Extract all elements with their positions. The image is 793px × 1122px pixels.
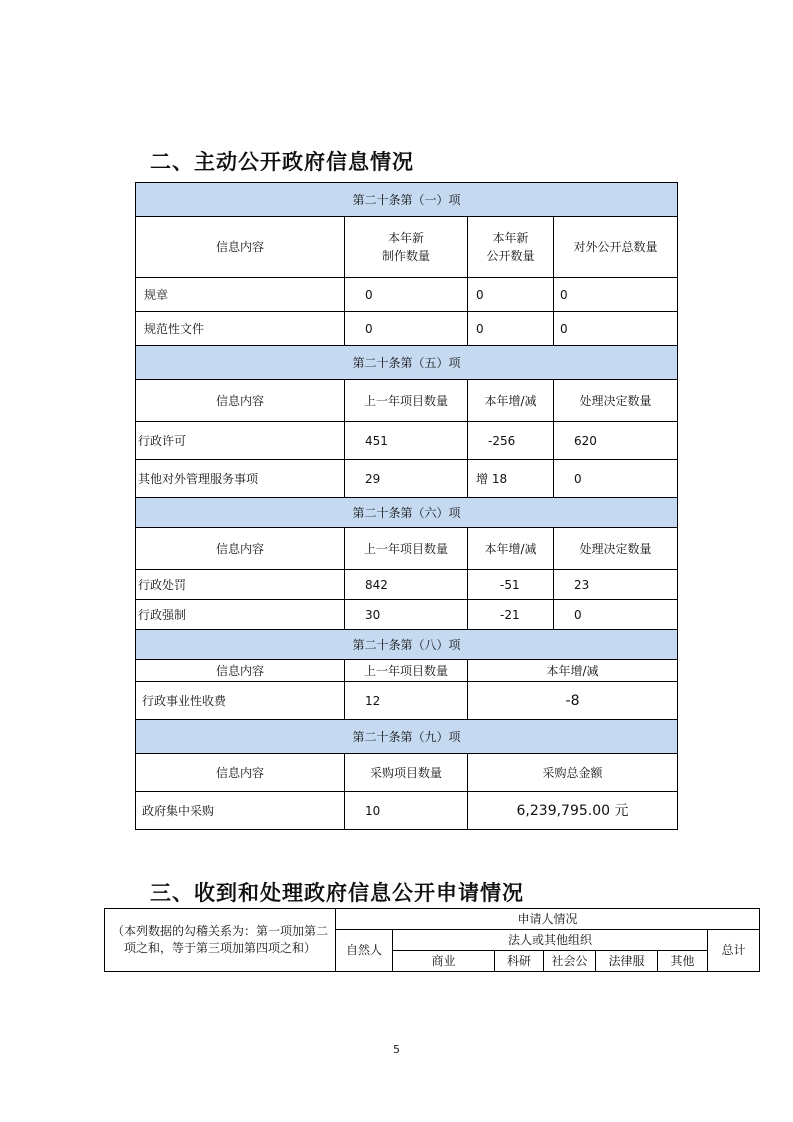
row-name: 行政事业性收费 <box>136 682 345 720</box>
cell-value: -256 <box>468 422 554 460</box>
cell-value: 10 <box>345 792 468 830</box>
col-info-content: 信息内容 <box>136 217 345 278</box>
col-decision-count: 处理决定数量 <box>554 528 678 570</box>
cell-value: 0 <box>468 278 554 312</box>
table-row <box>136 278 678 312</box>
col-info-content: 信息内容 <box>136 380 345 422</box>
cell-value: 0 <box>345 312 468 346</box>
table-row <box>136 600 678 630</box>
article-9-header: 第二十条第（九）项 <box>136 720 678 754</box>
sub-col-commercial: 商业 <box>393 951 495 972</box>
col-prev-year-count: 上一年项目数量 <box>345 660 468 682</box>
table-row <box>136 792 678 830</box>
cell-value: 0 <box>468 312 554 346</box>
row-name: 政府集中采购 <box>136 792 345 830</box>
col-change: 本年增/减 <box>468 380 554 422</box>
cell-value: 30 <box>345 600 468 630</box>
table-row <box>136 570 678 600</box>
row-name: 行政许可 <box>136 422 345 460</box>
col-new-published: 本年新 公开数量 <box>468 217 554 278</box>
col-change: 本年增/减 <box>468 528 554 570</box>
proactive-disclosure-table <box>135 182 678 830</box>
cell-value: -8 <box>468 682 678 720</box>
legal-entity-header: 法人或其他组织 <box>393 930 708 951</box>
cell-value: 12 <box>345 682 468 720</box>
cell-value: -21 <box>468 600 554 630</box>
cell-value: 451 <box>345 422 468 460</box>
col-info-content: 信息内容 <box>136 660 345 682</box>
row-name: 规范性文件 <box>136 312 345 346</box>
cell-value: 0 <box>554 312 678 346</box>
article-6-header: 第二十条第（六）项 <box>136 498 678 528</box>
natural-person-header: 自然人 <box>336 930 393 972</box>
cell-value: -51 <box>468 570 554 600</box>
applicant-header: 申请人情况 <box>336 909 760 930</box>
total-header: 总计 <box>708 930 760 972</box>
sub-col-other: 其他 <box>658 951 708 972</box>
article-1-header: 第二十条第（一）项 <box>136 183 678 217</box>
cell-value: 620 <box>554 422 678 460</box>
col-new-made: 本年新 制作数量 <box>345 217 468 278</box>
cell-value: 0 <box>554 600 678 630</box>
col-info-content: 信息内容 <box>136 754 345 792</box>
row-name: 规章 <box>136 278 345 312</box>
article-8-header: 第二十条第（八）项 <box>136 630 678 660</box>
table-row <box>136 312 678 346</box>
cell-value: 0 <box>554 460 678 498</box>
article-5-header: 第二十条第（五）项 <box>136 346 678 380</box>
row-name: 行政强制 <box>136 600 345 630</box>
page-number: 5 <box>393 1043 400 1056</box>
sub-col-social: 社会公 <box>544 951 596 972</box>
col-prev-year-count: 上一年项目数量 <box>345 528 468 570</box>
cell-value: 23 <box>554 570 678 600</box>
cell-value: 842 <box>345 570 468 600</box>
col-purchase-amount: 采购总金额 <box>468 754 678 792</box>
consistency-note: （本列数据的勾稽关系为：第一项加第二项之和，等于第三项加第四项之和） <box>105 909 336 972</box>
cell-value: 增 18 <box>468 460 554 498</box>
section-3-title: 三、收到和处理政府信息公开申请情况 <box>150 881 524 905</box>
table-row <box>136 682 678 720</box>
section-2-title: 二、主动公开政府信息情况 <box>150 150 414 174</box>
cell-value: 0 <box>554 278 678 312</box>
row-name: 行政处罚 <box>136 570 345 600</box>
sub-col-research: 科研 <box>495 951 544 972</box>
row-name: 其他对外管理服务事项 <box>136 460 345 498</box>
cell-value: 29 <box>345 460 468 498</box>
col-total-published: 对外公开总数量 <box>554 217 678 278</box>
cell-value: 6,239,795.00 元 <box>468 792 678 830</box>
col-decision-count: 处理决定数量 <box>554 380 678 422</box>
cell-value: 0 <box>345 278 468 312</box>
col-purchase-count: 采购项目数量 <box>345 754 468 792</box>
col-change: 本年增/减 <box>468 660 678 682</box>
col-info-content: 信息内容 <box>136 528 345 570</box>
application-table <box>104 908 760 972</box>
table-row <box>136 460 678 498</box>
table-row <box>136 422 678 460</box>
col-prev-year-count: 上一年项目数量 <box>345 380 468 422</box>
sub-col-legal-service: 法律服 <box>596 951 658 972</box>
